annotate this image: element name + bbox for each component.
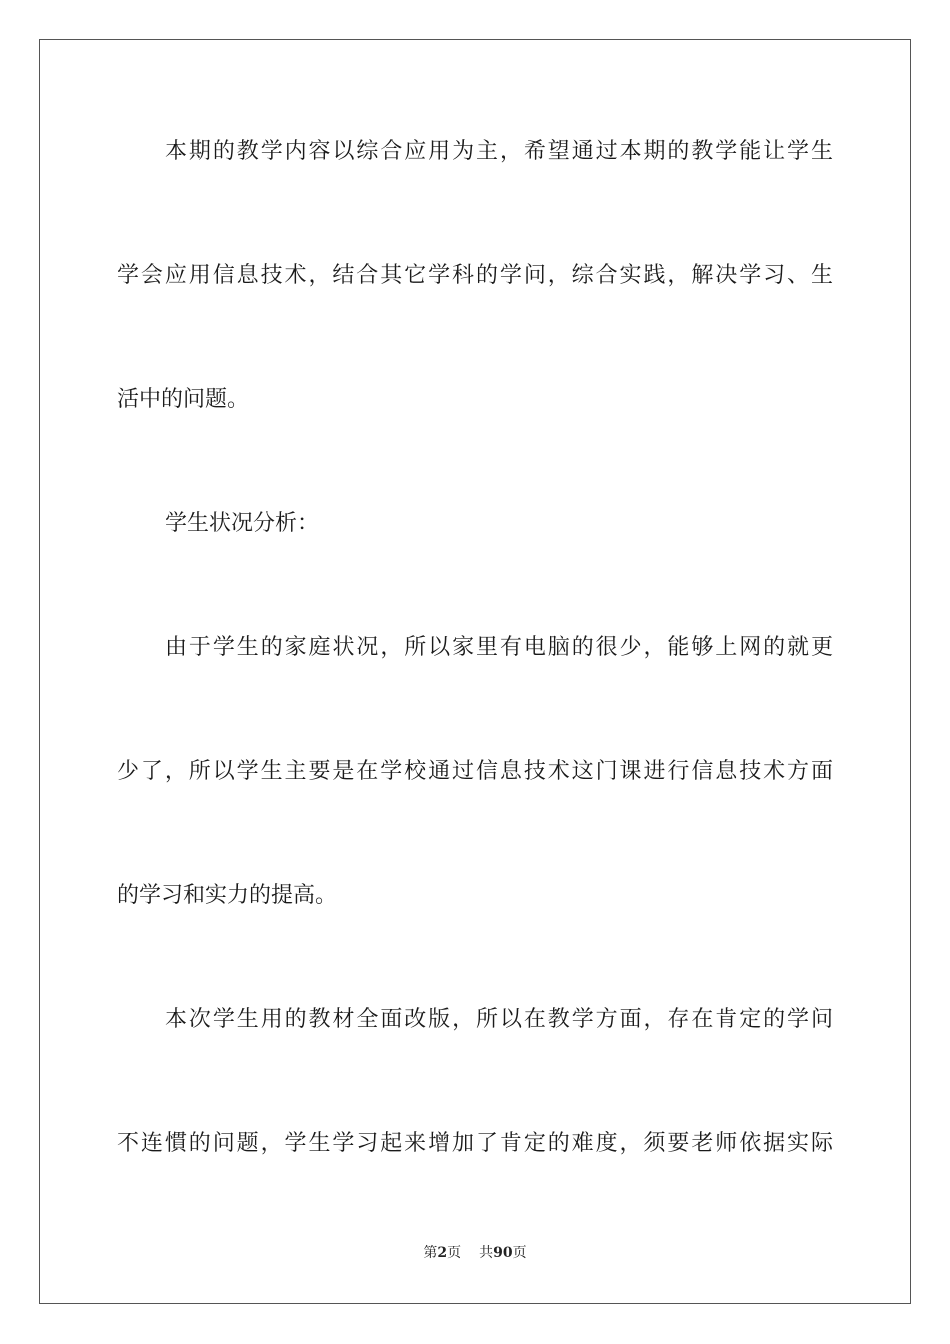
paragraph-1-line-1: 本期的教学内容以综合应用为主，希望通过本期的教学能让学生 — [165, 139, 833, 164]
footer-total-suffix: 页 — [512, 1245, 527, 1261]
paragraph-1-line-3: 活中的问题。 — [117, 387, 250, 412]
footer-page-prefix: 第 — [423, 1245, 438, 1261]
paragraph-4-line-2: 不连慣的问题，学生学习起来增加了肯定的难度，须要老师依据实际 — [117, 1131, 833, 1156]
paragraph-3-line-2: 少了，所以学生主要是在学校通过信息技术这门课进行信息技术方面 — [117, 759, 833, 784]
section-heading-student-analysis: 学生状况分析： — [165, 511, 320, 536]
page-border — [39, 39, 911, 1304]
paragraph-3-line-3: 的学习和实力的提高。 — [117, 883, 338, 908]
footer-page-number: 2 — [437, 1245, 448, 1261]
footer-total-prefix: 共 — [479, 1245, 494, 1261]
paragraph-3-line-1: 由于学生的家庭状况，所以家里有电脑的很少，能够上网的就更 — [165, 635, 833, 660]
paragraph-1-line-2: 学会应用信息技术，结合其它学科的学问，综合实践，解决学习、生 — [117, 263, 833, 288]
page-footer — [0, 1244, 950, 1262]
paragraph-4-line-1: 本次学生用的教材全面改版，所以在教学方面，存在肯定的学问 — [165, 1007, 833, 1032]
footer-page-suffix: 页 — [447, 1245, 462, 1261]
footer-total-pages: 90 — [493, 1245, 513, 1261]
